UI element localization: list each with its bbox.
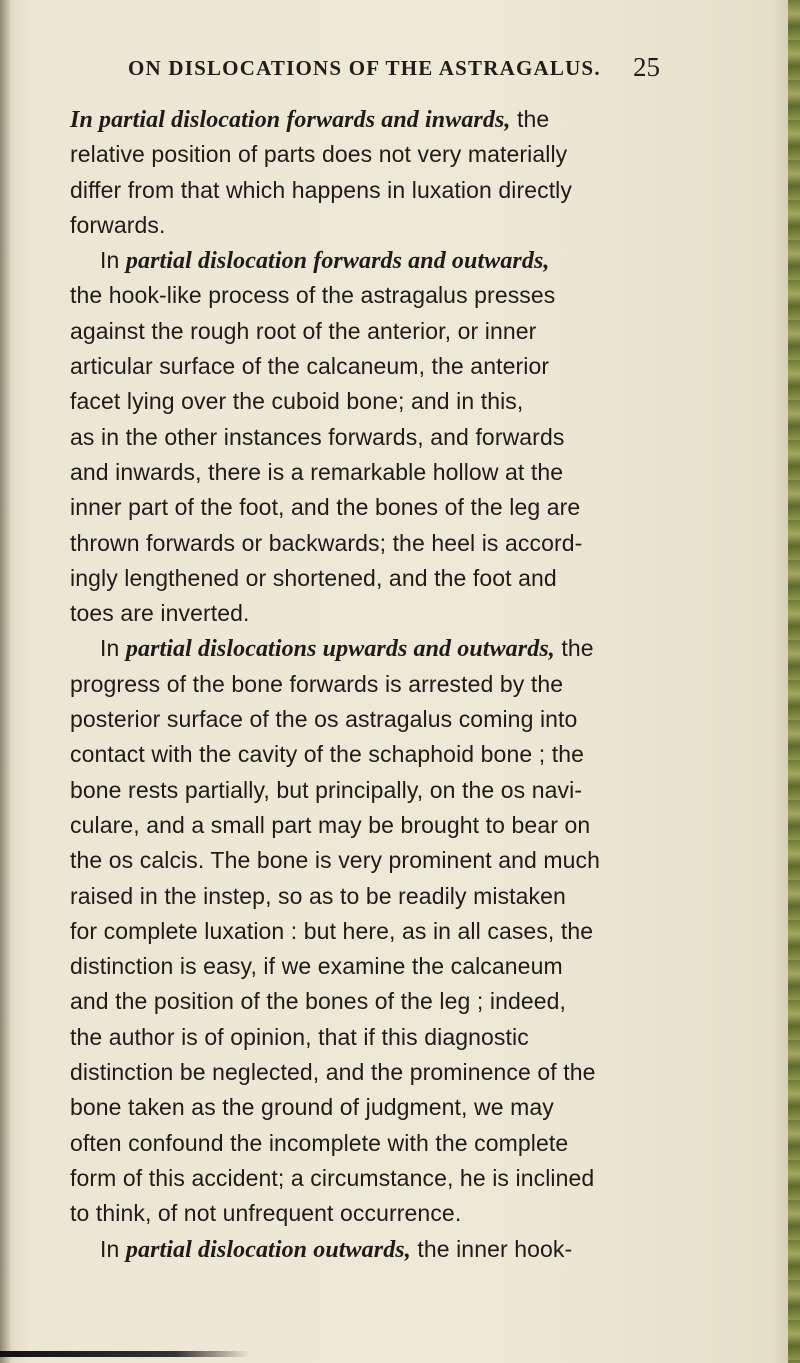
text-line: for complete luxation : but here, as in all cases, the xyxy=(70,917,594,944)
italic-heading: partial dislocation outwards, xyxy=(125,1236,411,1263)
line-prefix: In xyxy=(100,1235,126,1262)
text-line: against the rough root of the anterior, or inner xyxy=(70,317,537,344)
text-line: bone rests partially, but principally, on the os navi- xyxy=(70,776,583,803)
text-line xyxy=(70,1232,660,1267)
text-line: ingly lengthened or shortened, and the foot and xyxy=(70,564,557,591)
italic-heading: partial dislocation forwards and outwards, xyxy=(125,248,550,275)
text-line: distinction is easy, if we examine the calcaneum xyxy=(70,953,563,980)
line-rest: the xyxy=(554,635,594,662)
page-number: 25 xyxy=(633,52,660,82)
text-line: facet lying over the cuboid bone; and in this, xyxy=(70,388,524,415)
text-line: form of this accident; a circumstance, he is inclined xyxy=(70,1164,595,1191)
italic-heading: In partial dislocation forwards and inwards, xyxy=(70,107,511,133)
italic-heading: partial dislocations upwards and outwards, xyxy=(125,636,555,663)
text-line: the hook-like process of the astragalus presses xyxy=(70,282,556,309)
text-line: and inwards, there is a remarkable hollow at the xyxy=(70,458,564,485)
text-line: differ from that which happens in luxation directly xyxy=(70,176,572,203)
line-rest: the xyxy=(510,106,550,132)
text-line: thrown forwards or backwards; the heel is accord- xyxy=(70,529,583,556)
text-line: forwards. xyxy=(70,211,166,238)
page-gutter-shadow xyxy=(0,0,12,1363)
text-line: progress of the bone forwards is arrested by the xyxy=(70,670,564,697)
line-prefix: In xyxy=(100,247,126,274)
text-line xyxy=(70,102,660,137)
text-line: as in the other instances forwards, and forwards xyxy=(70,423,565,450)
text-line: contact with the cavity of the schaphoid bone ; the xyxy=(70,741,584,768)
text-line: to think, of not unfrequent occurrence. xyxy=(70,1200,462,1227)
page-edge-strip xyxy=(788,0,800,1363)
text-line: inner part of the foot, and the bones of the leg are xyxy=(70,494,581,521)
text-line: the os calcis. The bone is very prominent and much xyxy=(70,847,601,874)
running-head: ON DISLOCATIONS OF THE ASTRAGALUS. xyxy=(128,56,601,80)
text-line: the author is of opinion, that if this diagnostic xyxy=(70,1023,529,1050)
text-line: bone taken as the ground of judgment, we may xyxy=(70,1094,554,1121)
text-line xyxy=(70,243,660,278)
text-line: culare, and a small part may be brought to bear on xyxy=(70,811,591,838)
body-text xyxy=(70,102,660,1267)
text-line: relative position of parts does not very materially xyxy=(70,141,568,168)
text-line: posterior surface of the os astragalus coming into xyxy=(70,706,578,733)
text-line: raised in the instep, so as to be readily mistaken xyxy=(70,882,566,909)
text-line: articular surface of the calcaneum, the anterior xyxy=(70,353,550,380)
text-line: and the position of the bones of the leg ; indeed, xyxy=(70,988,567,1015)
text-line: toes are inverted. xyxy=(70,600,250,627)
line-prefix: In xyxy=(100,635,126,662)
text-line: distinction be neglected, and the prominence of the xyxy=(70,1059,596,1086)
line-rest: the inner hook- xyxy=(410,1235,573,1262)
bottom-rule xyxy=(0,1351,250,1357)
page-header xyxy=(128,52,660,86)
text-line: often confound the incomplete with the complete xyxy=(70,1129,569,1156)
text-line xyxy=(70,631,660,666)
